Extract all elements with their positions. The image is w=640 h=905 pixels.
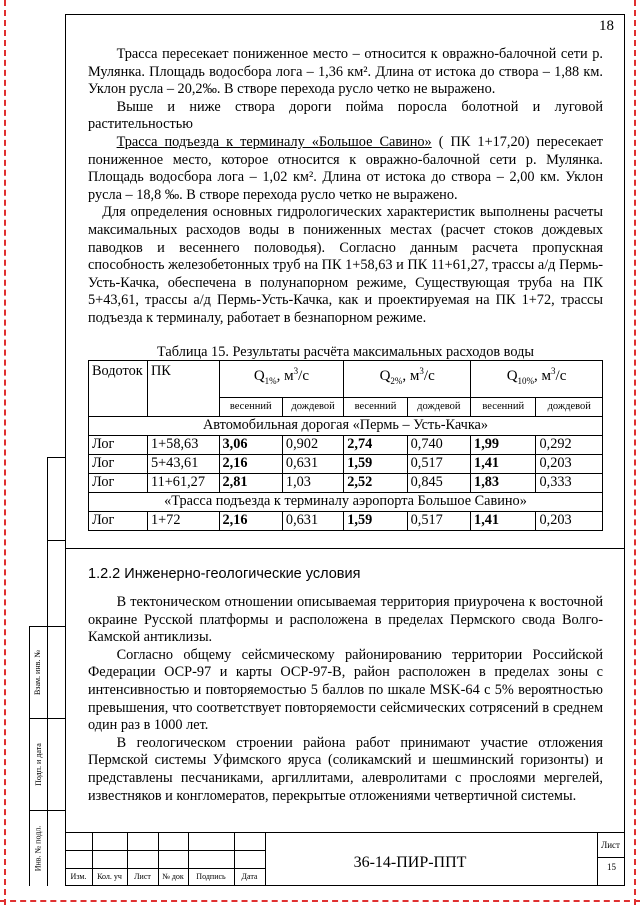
cut-line-left <box>4 0 6 905</box>
header-q1: $Q_{1\%}$, $м^3/с$ <box>219 360 344 397</box>
table-section-row <box>89 416 603 435</box>
cell: 0,740 <box>407 435 470 454</box>
table-row <box>89 511 603 530</box>
cell: Лог <box>89 435 148 454</box>
subheader-cell: дождевой <box>407 397 470 416</box>
cell: 0,203 <box>536 454 603 473</box>
cell: 1,59 <box>344 511 407 530</box>
subheader-cell: весенний <box>344 397 407 416</box>
sheet-label: Лист <box>601 840 620 850</box>
terminal-route-title: Трасса подъезда к терминалу «Большое Савино» <box>116 133 432 150</box>
subheader-cell: весенний <box>219 397 282 416</box>
stamp-label-podpis: Подпись <box>196 872 226 881</box>
cell: 1,41 <box>471 511 536 530</box>
sidebar-vzam-label: Взам. инв. № <box>33 649 43 695</box>
header-q10: $Q_{10\%}$, $м^3/с$ <box>471 360 603 397</box>
header-q2: $Q_{2\%}$, $м^3/с$ <box>344 360 471 397</box>
main-text <box>88 46 603 531</box>
table-row <box>89 473 603 492</box>
sidebar-upper <box>47 457 66 627</box>
cell: 2,16 <box>219 454 282 473</box>
cell: 0,292 <box>536 435 603 454</box>
cell: 0,631 <box>282 511 343 530</box>
table-divider <box>65 548 625 549</box>
cell: 0,631 <box>282 454 343 473</box>
section-heading: 1.2.2 Инженерно-геологические условия <box>88 566 361 582</box>
subheader-cell: весенний <box>471 397 536 416</box>
table-row <box>89 435 603 454</box>
document-code: 36-14-ПИР-ППТ <box>353 854 467 871</box>
flow-results-table <box>88 360 603 531</box>
sidebar-podp-label: Подп. и дата <box>33 742 43 786</box>
section-terminal: «Трасса подъезда к терминалу аэропорта Большое Савино» <box>89 492 603 511</box>
paragraph-tectonics: В тектоническом отношении описываемая территория приурочена к восточной окраине Русской платформы и расположена в пределах Пермского свода Волго-Камской антиклизы. <box>88 594 603 646</box>
terminal-route-text: ( ПК 1+17,20) пересекает пониженное место, которое относится к овражно-балочной сети р. Мулянка. Площадь водосбора лога – 1,02 км². Длина от истока до створа – 2,00 км. Уклон русла – 18,8 ‰. В створе перехода русло четко не выражено. <box>88 133 603 203</box>
cell: 1,03 <box>282 473 343 492</box>
cell: 2,81 <box>219 473 282 492</box>
cell: 1,59 <box>344 454 407 473</box>
cell: 0,203 <box>536 511 603 530</box>
paragraph-geology: В геологическом строении района работ принимают участие отложения Пермской системы Уфимского яруса (соликамский и шешминский горизонты) и представлены песчаниками, аргиллитами, алевролитами с прослоями мергелей, известняков и конгломератов, перекрытые отложениями четвертичной системы. <box>88 734 603 804</box>
section-road: Автомобильная дорогая «Пермь – Усть-Качка» <box>89 416 603 435</box>
sidebar-divider <box>47 626 48 886</box>
geology-text <box>88 594 603 805</box>
paragraph-terminal-route <box>88 134 603 204</box>
cell: 1,83 <box>471 473 536 492</box>
paragraph-seismic: Согласно общему сейсмическому районированию территории Российской Федерации ОСР-97 и карты ОСР-97-В, район расположен в пределах зоны с интенсивностью и повторяемостью 5 баллов по шкале MSK-64 с 5% вероятностью превышения, что соответствует повторяемости сейсмических сотрясений в среднем один раз в 1000 лет. <box>88 646 603 734</box>
cell: Лог <box>89 454 148 473</box>
cell: 1,41 <box>471 454 536 473</box>
cell: 0,517 <box>407 511 470 530</box>
cell: Лог <box>89 511 148 530</box>
cell: 2,74 <box>344 435 407 454</box>
header-pk: ПК <box>147 360 219 416</box>
stamp-label-list: Лист <box>134 872 151 881</box>
table-caption: Таблица 15. Результаты расчёта максимальных расходов воды <box>157 343 534 360</box>
cut-line-right <box>634 0 636 905</box>
cell: Лог <box>89 473 148 492</box>
paragraph-floodplain: Выше и ниже створа дороги пойма поросла болотной и луговой растительностью <box>88 98 603 133</box>
cell: 2,52 <box>344 473 407 492</box>
stamp-label-data: Дата <box>241 872 258 881</box>
cell: 2,16 <box>219 511 282 530</box>
stamp-label-kol: Кол. уч <box>97 872 122 881</box>
cell: 0,902 <box>282 435 343 454</box>
cell: 1+72 <box>147 511 219 530</box>
stamp-label-izm: Изм. <box>70 872 87 881</box>
paragraph-calculations: Для определения основных гидрологических характеристик выполнены расчеты максимальных расходов воды в пониженных местах (расчет стоков дождевых паводков и весеннего половодья). Согласно данным расчета пропускная способность железобетонных труб на ПК 1+58,63 и ПК 11+61,27, трассы а/д Пермь-Усть-Качка, обеспечена в полунапорном режиме, Существующая труба на ПК 5+43,61, трассы а/д Пермь-Усть-Качка, как и проектируемая на ПК 1+72, трассы подъезда к терминалу, работает в безнапорном режиме. <box>88 204 603 326</box>
cell: 1,99 <box>471 435 536 454</box>
table-header-row <box>89 360 603 397</box>
table-row <box>89 454 603 473</box>
cell: 5+43,61 <box>147 454 219 473</box>
stamp-label-ndoc: № док <box>162 872 184 881</box>
table-section-row <box>89 492 603 511</box>
cell: 3,06 <box>219 435 282 454</box>
cell: 11+61,27 <box>147 473 219 492</box>
cell: 1+58,63 <box>147 435 219 454</box>
sheet-number: 15 <box>607 862 616 872</box>
cell: 0,845 <box>407 473 470 492</box>
subheader-cell: дождевой <box>282 397 343 416</box>
paragraph-route-depression: Трасса пересекает пониженное место – относится к овражно-балочной сети р. Мулянка. Площадь водосбора лога – 1,36 км². Длина от истока до створа – 1,88 км. Уклон русла – 20,2‰. В створе перехода русло четко не выражено. <box>88 46 603 98</box>
header-watercourse: Водоток <box>89 360 148 416</box>
sidebar-upper-line1 <box>47 540 65 541</box>
subheader-cell: дождевой <box>536 397 603 416</box>
cell: 0,333 <box>536 473 603 492</box>
page-number: 18 <box>599 18 614 34</box>
cell: 0,517 <box>407 454 470 473</box>
sidebar-inv-label: Инв. № подл. <box>33 825 43 871</box>
